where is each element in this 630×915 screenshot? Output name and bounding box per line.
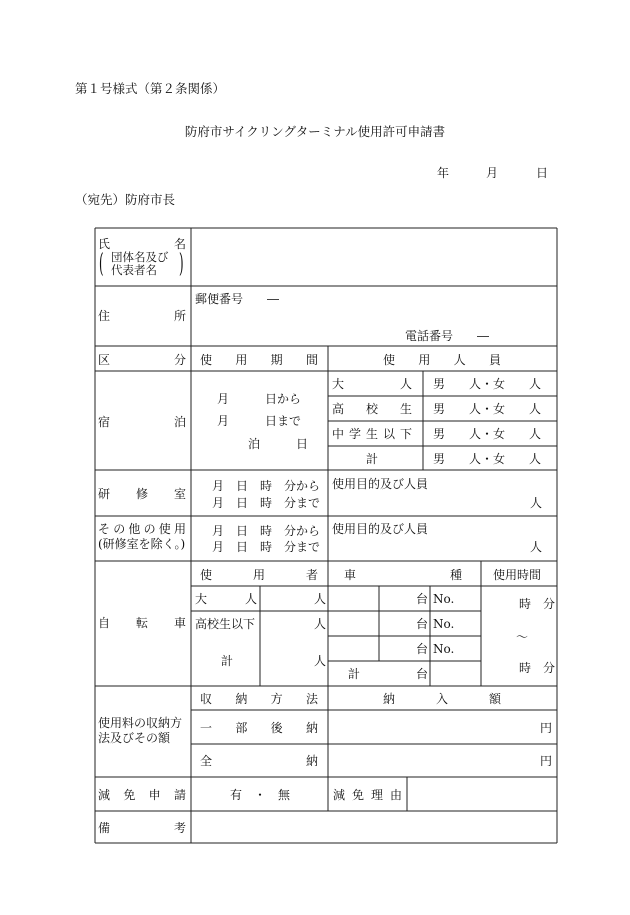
- form-title: 防府市サイクリングターミナル使用許可申請書: [184, 124, 446, 139]
- bicycle-time-to[interactable]: 時 分: [519, 661, 556, 675]
- other-use-to[interactable]: 月 日 時 分まで: [212, 540, 321, 554]
- bicycle-count-unit: 台: [416, 642, 429, 656]
- bicycle-time-header: 使用時間: [493, 568, 542, 582]
- fee-row-unit: 円: [540, 754, 553, 768]
- category-label: 区分: [98, 353, 186, 367]
- name-field[interactable]: [195, 228, 553, 284]
- training-people-unit: 人: [530, 496, 543, 510]
- stay-row-label: 中学生以下: [332, 427, 412, 441]
- bicycle-number-label: No.: [433, 642, 455, 656]
- stay-row-value[interactable]: 男 人・女 人: [433, 402, 542, 416]
- training-room-label: 研修室: [98, 487, 186, 501]
- stay-row-label: 高校生: [332, 402, 412, 416]
- stay-from[interactable]: 月 日から: [217, 392, 302, 406]
- bicycle-number-label: No.: [433, 592, 455, 606]
- bicycle-type-header: 車種: [344, 568, 462, 582]
- other-use-purpose-label: 使用目的及び人員: [332, 522, 429, 536]
- fee-row-unit: 円: [540, 721, 553, 735]
- exemption-label: 減免申請: [98, 788, 186, 802]
- exemption-choice[interactable]: 有・無: [230, 788, 290, 802]
- bicycle-people-unit: 人: [314, 617, 327, 631]
- usage-period-header: 使用期間: [200, 353, 318, 367]
- fee-label-line1: 使用料の収納方: [98, 716, 183, 730]
- address-label: 住所: [98, 309, 186, 323]
- stay-nights[interactable]: 泊 日: [248, 437, 309, 451]
- remarks-field[interactable]: [195, 813, 553, 841]
- date-year-label: 年: [437, 166, 450, 180]
- bicycle-time-separator: ～: [516, 630, 529, 644]
- name-label: 氏名: [98, 237, 186, 251]
- fee-label: [98, 716, 182, 746]
- fee-row-label: 一部後納: [200, 721, 318, 735]
- stay-row-value[interactable]: 男 人・女 人: [433, 452, 542, 466]
- stay-label: 宿泊: [98, 415, 186, 429]
- training-from[interactable]: 月 日 時 分から: [212, 479, 321, 493]
- stay-row-label: 計: [366, 452, 379, 466]
- phone-number-label[interactable]: 電話番号 ―: [405, 329, 490, 343]
- other-use-label-line2: (研修室を除く。): [98, 537, 186, 551]
- fee-amount-header: 納入額: [383, 692, 501, 706]
- name-sublabel: ( 団体名及び 代表者名 ): [99, 249, 184, 279]
- training-purpose-label: 使用目的及び人員: [332, 477, 429, 491]
- remarks-label: 備考: [98, 821, 186, 835]
- bicycle-total-label: 計: [348, 667, 361, 681]
- other-use-people-unit: 人: [530, 540, 543, 554]
- name-sublabel-line2: 代表者名: [111, 262, 157, 277]
- bicycle-people-unit: 人: [314, 654, 327, 668]
- postal-code-label[interactable]: 郵便番号 ―: [195, 292, 280, 306]
- bicycle-people-unit: 人: [314, 592, 327, 606]
- bicycle-label: 自転車: [98, 616, 186, 630]
- bicycle-count-unit: 台: [416, 592, 429, 606]
- bicycle-user-header: 使用者: [200, 568, 318, 582]
- fee-label-line2: 法及びその額: [98, 731, 171, 745]
- other-use-from[interactable]: 月 日 時 分から: [212, 524, 321, 538]
- other-use-label: [98, 522, 186, 552]
- usage-users-header: 使用人員: [383, 353, 501, 367]
- bicycle-time-from[interactable]: 時 分: [519, 597, 556, 611]
- training-to[interactable]: 月 日 時 分まで: [212, 496, 321, 510]
- other-use-label-line1: その他の使用: [98, 522, 186, 536]
- bicycle-row-label: 大人: [195, 592, 257, 606]
- bicycle-count-unit: 台: [416, 617, 429, 631]
- date-month-label: 月: [486, 166, 499, 180]
- stay-to[interactable]: 月 日まで: [217, 414, 302, 428]
- name-sublabel-line1: 団体名及び: [111, 250, 169, 264]
- form-number: 第１号様式（第２条関係）: [75, 81, 226, 96]
- fee-method-header: 収納方法: [200, 692, 318, 706]
- date-day-label: 日: [536, 166, 549, 180]
- bicycle-row-label: 計: [221, 654, 234, 668]
- bicycle-row-label: 高校生以下: [195, 617, 256, 631]
- exemption-reason-label: 減免理由: [333, 788, 402, 802]
- bicycle-total-count-unit: 台: [416, 667, 429, 681]
- bicycle-number-label: No.: [433, 617, 455, 631]
- stay-row-value[interactable]: 男 人・女 人: [433, 377, 542, 391]
- addressee: （宛先）防府市長: [75, 192, 176, 207]
- fee-row-label: 全納: [200, 754, 318, 768]
- stay-row-label: 大人: [332, 377, 412, 391]
- stay-row-value[interactable]: 男 人・女 人: [433, 427, 542, 441]
